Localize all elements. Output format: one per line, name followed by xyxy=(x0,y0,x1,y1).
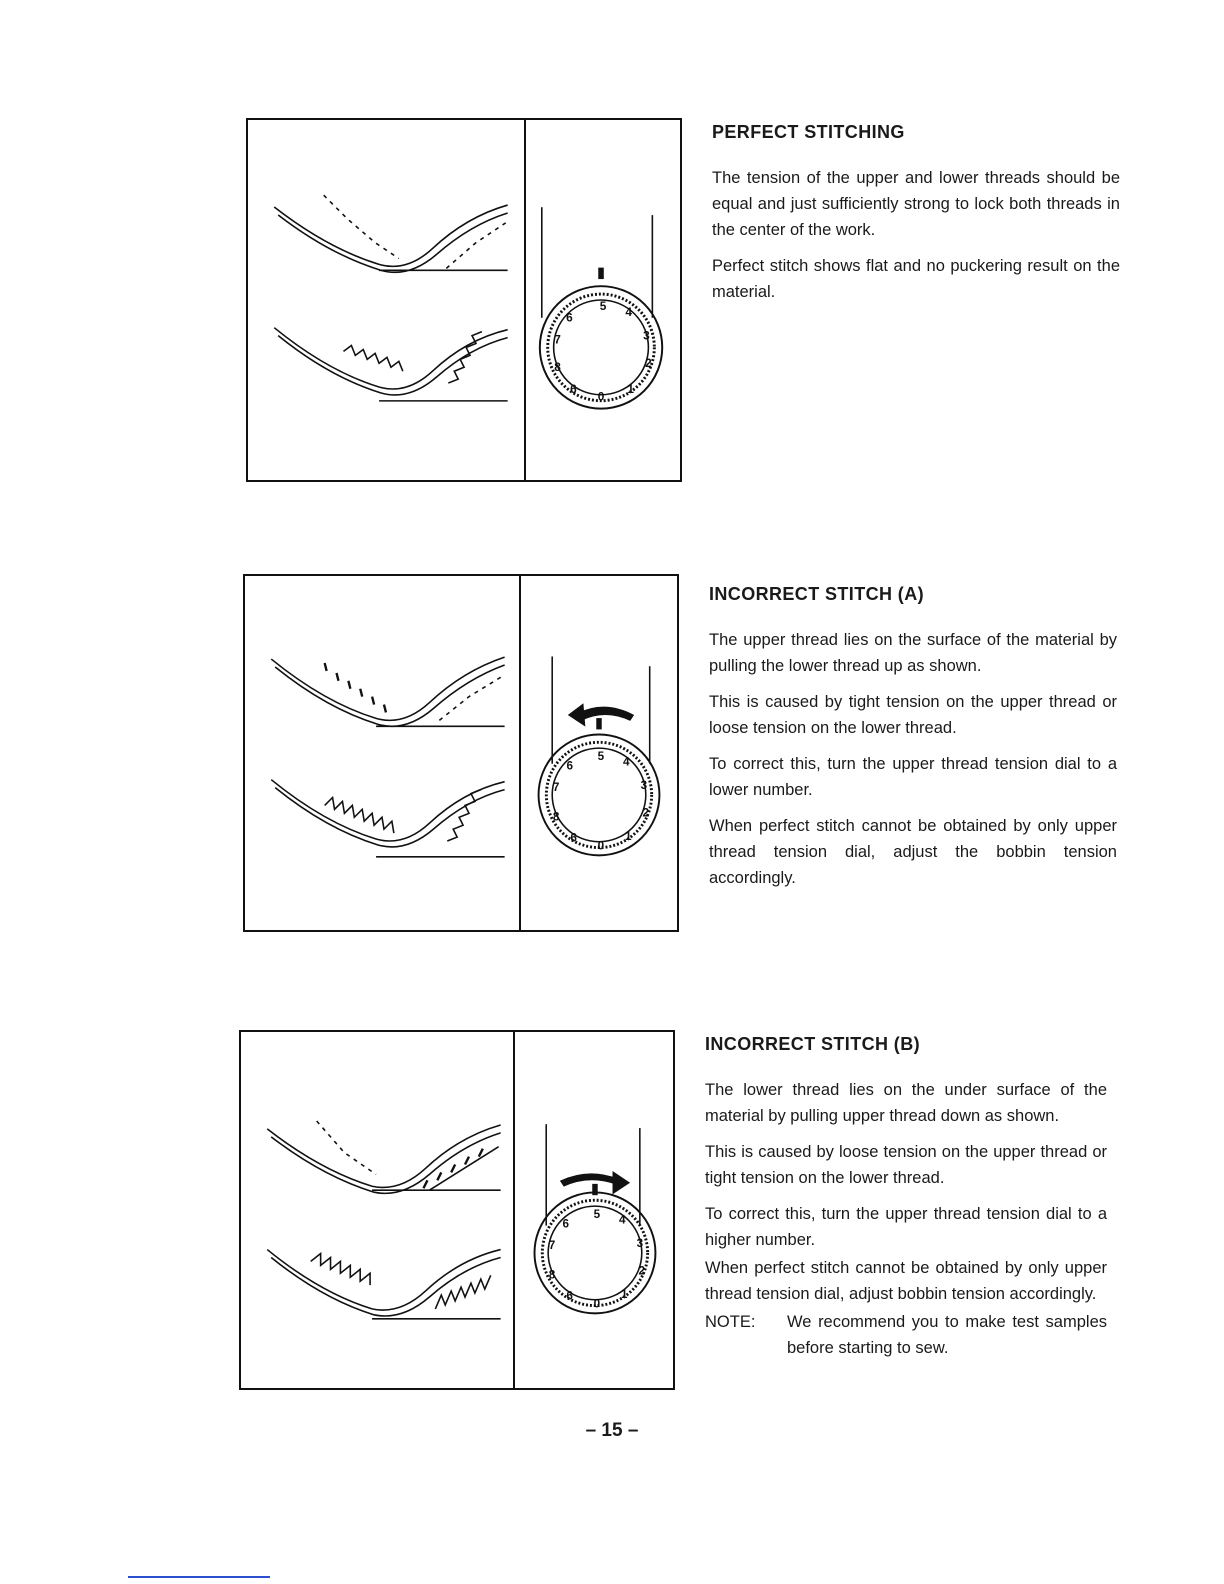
section-perfect-stitching xyxy=(712,122,1120,315)
svg-text:1: 1 xyxy=(624,829,632,843)
note-label: NOTE: xyxy=(705,1313,756,1331)
svg-text:7: 7 xyxy=(548,1239,556,1253)
section-title: INCORRECT STITCH (B) xyxy=(705,1034,920,1054)
figure-incorrect-stitch-a xyxy=(243,574,679,932)
svg-text:6: 6 xyxy=(570,831,577,845)
svg-text:4: 4 xyxy=(625,304,632,319)
section-incorrect-stitch-a xyxy=(709,584,1117,901)
svg-text:4: 4 xyxy=(623,755,630,769)
note xyxy=(705,1309,1107,1361)
svg-text:6: 6 xyxy=(566,759,574,773)
paragraph: The tension of the upper and lower threads should be equal and just sufficiently strong to lock both threads in the center of the work. xyxy=(712,169,1120,239)
svg-text:8: 8 xyxy=(548,1268,556,1282)
svg-text:0: 0 xyxy=(597,839,605,853)
tension-dial-panel xyxy=(526,120,680,480)
stitch-diagram-perfect xyxy=(248,120,524,480)
tension-dial-panel xyxy=(521,576,677,930)
svg-text:0: 0 xyxy=(593,1297,601,1311)
svg-text:0: 0 xyxy=(597,389,605,404)
svg-text:5: 5 xyxy=(593,1207,601,1221)
svg-text:8: 8 xyxy=(554,360,561,375)
svg-text:6: 6 xyxy=(562,1217,569,1231)
svg-text:1: 1 xyxy=(627,381,634,396)
svg-text:1: 1 xyxy=(620,1287,628,1301)
svg-text:3: 3 xyxy=(643,328,650,343)
section-title: INCORRECT STITCH (A) xyxy=(709,584,924,604)
tension-dial-panel xyxy=(515,1032,673,1388)
paragraph: When perfect stitch cannot be obtained by only upper thread tension dial, adjust the bobbin tension accordingly. xyxy=(709,817,1117,887)
svg-text:6: 6 xyxy=(570,381,577,396)
svg-text:7: 7 xyxy=(552,781,560,795)
svg-text:5: 5 xyxy=(597,749,605,763)
svg-text:4: 4 xyxy=(619,1213,626,1227)
paragraph: Perfect stitch shows flat and no puckering result on the material. xyxy=(712,257,1120,301)
figure-perfect-stitching xyxy=(246,118,682,482)
note-text: We recommend you to make test samples before starting to sew. xyxy=(787,1313,1107,1357)
paragraph: To correct this, turn the upper thread tension dial to a higher number. xyxy=(705,1205,1107,1249)
paragraph: When perfect stitch cannot be obtained by only upper thread tension dial, adjust bobbin tension accordingly. xyxy=(705,1259,1107,1303)
section-title: PERFECT STITCHING xyxy=(712,122,905,142)
svg-text:2: 2 xyxy=(638,1264,646,1278)
paragraph: The upper thread lies on the surface of the material by pulling the lower thread up as shown. xyxy=(709,631,1117,675)
figure-incorrect-stitch-b xyxy=(239,1030,675,1390)
paragraph: This is caused by loose tension on the upper thread or tight tension on the lower thread. xyxy=(705,1143,1107,1187)
stitch-diagram-icon xyxy=(248,120,526,480)
page-number: – 15 – xyxy=(585,1420,639,1441)
stitch-diagram-a xyxy=(245,576,519,930)
svg-text:7: 7 xyxy=(554,332,561,347)
stitch-diagram-icon xyxy=(241,1032,515,1388)
tension-dial-icon xyxy=(521,576,677,930)
paragraph: The lower thread lies on the under surface of the material by pulling upper thread down as shown. xyxy=(705,1081,1107,1125)
tension-dial-icon xyxy=(515,1032,673,1388)
stitch-diagram-b xyxy=(241,1032,513,1388)
paragraph: To correct this, turn the upper thread tension dial to a lower number. xyxy=(709,755,1117,799)
svg-text:6: 6 xyxy=(566,1289,573,1303)
svg-text:2: 2 xyxy=(642,806,650,820)
bottom-rule xyxy=(128,1576,270,1578)
svg-text:2: 2 xyxy=(645,356,652,371)
svg-text:3: 3 xyxy=(640,779,648,793)
section-incorrect-stitch-b xyxy=(705,1034,1107,1361)
svg-text:8: 8 xyxy=(552,810,560,824)
paragraph: This is caused by tight tension on the upper thread or loose tension on the lower thread. xyxy=(709,693,1117,737)
svg-text:3: 3 xyxy=(636,1237,644,1251)
stitch-diagram-icon xyxy=(245,576,521,930)
svg-text:6: 6 xyxy=(566,310,573,325)
svg-text:5: 5 xyxy=(599,298,607,313)
tension-dial-icon xyxy=(526,120,680,480)
